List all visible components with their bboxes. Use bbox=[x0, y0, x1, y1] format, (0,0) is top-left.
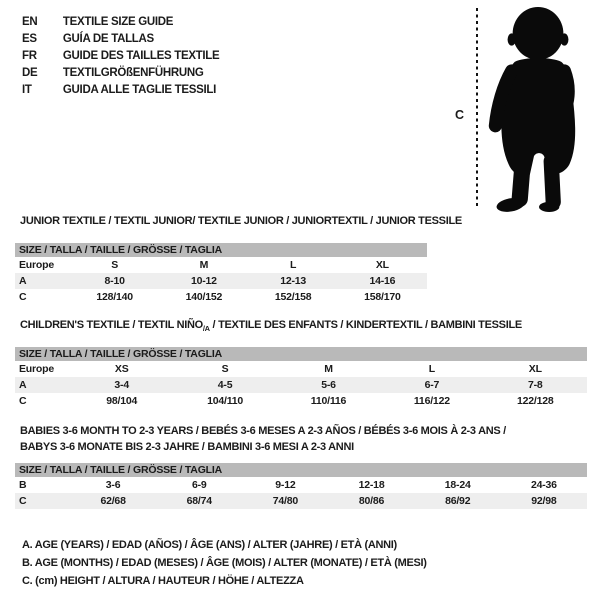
table-cell: 3-6 bbox=[105, 479, 121, 491]
children-table-title bbox=[20, 319, 522, 335]
table-cell: 12-18 bbox=[358, 479, 385, 491]
note-height-cm: C. (cm) HEIGHT / ALTURA / HAUTEUR / HÖHE / ALTEZZA bbox=[22, 575, 304, 587]
table-cell: 110/116 bbox=[310, 395, 347, 407]
language-code: DE bbox=[22, 67, 38, 79]
children-title-part: / TEXTILE DES ENFANTS / KINDERTEXTIL / BAMBINI TESSILE bbox=[209, 319, 522, 331]
table-row bbox=[15, 361, 587, 377]
size-header-bar: SIZE / TALLA / TAILLE / GRÖSSE / TAGLIA bbox=[15, 243, 427, 257]
children-title-sub: /A bbox=[202, 324, 210, 334]
table-row bbox=[15, 347, 587, 361]
size-header-bar: SIZE / TALLA / TAILLE / GRÖSSE / TAGLIA bbox=[15, 463, 587, 477]
table-cell: 74/80 bbox=[242, 493, 328, 509]
language-row bbox=[22, 65, 219, 82]
note-age-months: B. AGE (MONTHS) / EDAD (MESES) / ÂGE (MOIS) / ALTER (MONATE) / ETÀ (MESI) bbox=[22, 557, 427, 569]
table-cell: 86/92 bbox=[415, 493, 501, 509]
language-row bbox=[22, 31, 219, 48]
guide-title: GUIDE DES TAILLES TEXTILE bbox=[62, 50, 220, 62]
table-cell: S bbox=[221, 363, 229, 375]
junior-size-table bbox=[15, 243, 427, 305]
table-cell: 80/86 bbox=[328, 493, 414, 509]
baby-silhouette-icon bbox=[486, 4, 588, 212]
table-cell: 122/128 bbox=[517, 395, 554, 407]
table-cell: 6-7 bbox=[380, 377, 483, 393]
table-cell: S bbox=[111, 259, 119, 271]
table-row bbox=[15, 493, 587, 509]
table-row bbox=[15, 257, 427, 273]
language-code: ES bbox=[22, 33, 37, 45]
height-dashed-line bbox=[476, 8, 478, 209]
table-cell: 4-5 bbox=[173, 377, 276, 393]
table-cell: L bbox=[428, 363, 435, 375]
language-row bbox=[22, 48, 219, 65]
children-size-table bbox=[15, 347, 587, 409]
table-row bbox=[15, 377, 587, 393]
table-cell: 98/104 bbox=[106, 395, 138, 407]
table-row bbox=[15, 463, 587, 477]
table-cell: 7-8 bbox=[484, 377, 587, 393]
guide-title: GUÍA DE TALLAS bbox=[62, 33, 154, 45]
babies-title-line2: BABYS 3-6 MONATE BIS 2-3 JAHRE / BAMBINI 3-6 MESI A 2-3 ANNI bbox=[20, 441, 354, 453]
table-cell: 6-9 bbox=[191, 479, 207, 491]
guide-title: TEXTILGRÖßENFÜHRUNG bbox=[62, 67, 204, 79]
table-row bbox=[15, 393, 587, 409]
language-title-list bbox=[22, 14, 219, 99]
table-cell: 3-4 bbox=[70, 377, 173, 393]
babies-table-title bbox=[20, 423, 506, 455]
table-cell: XS bbox=[114, 363, 129, 375]
table-cell: 140/152 bbox=[185, 291, 223, 303]
size-header-bar: SIZE / TALLA / TAILLE / GRÖSSE / TAGLIA bbox=[15, 347, 587, 361]
table-cell: 8-10 bbox=[70, 273, 159, 289]
row-label: C bbox=[19, 291, 27, 303]
table-cell: XL bbox=[528, 363, 542, 375]
table-cell: 68/74 bbox=[156, 493, 242, 509]
table-cell: M bbox=[324, 363, 333, 375]
row-label: B bbox=[19, 479, 27, 491]
table-row bbox=[15, 289, 427, 305]
table-cell: L bbox=[290, 259, 297, 271]
table-cell: 128/140 bbox=[96, 291, 133, 303]
babies-title-line1: BABIES 3-6 MONTH TO 2-3 YEARS / BEBÉS 3-6 MESES A 2-3 AÑOS / BÉBÉS 3-6 MOIS À 2-3 ANS / bbox=[20, 425, 506, 437]
babies-size-table bbox=[15, 463, 587, 509]
table-cell: XL bbox=[375, 259, 389, 271]
legend-notes bbox=[22, 536, 427, 590]
row-label: C bbox=[15, 493, 70, 509]
table-cell: 24-36 bbox=[530, 479, 557, 491]
language-code: EN bbox=[22, 16, 38, 28]
height-marker-label: C bbox=[455, 108, 464, 122]
note-age-years: A. AGE (YEARS) / EDAD (AÑOS) / ÂGE (ANS) / ALTER (JAHRE) / ETÀ (ANNI) bbox=[22, 539, 397, 551]
language-row bbox=[22, 14, 219, 31]
table-cell: 18-24 bbox=[444, 479, 471, 491]
table-cell: 12-13 bbox=[249, 273, 338, 289]
table-cell: 14-16 bbox=[338, 273, 427, 289]
junior-table-title: JUNIOR TEXTILE / TEXTIL JUNIOR/ TEXTILE JUNIOR / JUNIORTEXTIL / JUNIOR TESSILE bbox=[20, 215, 462, 227]
guide-title: TEXTILE SIZE GUIDE bbox=[62, 16, 174, 28]
row-label: Europe bbox=[19, 259, 54, 271]
table-row bbox=[15, 477, 587, 493]
row-label: C bbox=[19, 395, 27, 407]
table-row bbox=[15, 273, 427, 289]
table-cell: 158/170 bbox=[364, 291, 401, 303]
table-cell: 104/110 bbox=[207, 395, 244, 407]
table-cell: M bbox=[199, 259, 209, 271]
row-label: A bbox=[15, 273, 70, 289]
guide-title: GUIDA ALLE TAGLIE TESSILI bbox=[62, 84, 216, 96]
row-label: Europe bbox=[19, 363, 54, 375]
row-label: A bbox=[15, 377, 70, 393]
table-cell: 9-12 bbox=[275, 479, 296, 491]
language-row bbox=[22, 82, 219, 99]
language-code: FR bbox=[22, 50, 37, 62]
table-cell: 92/98 bbox=[501, 493, 587, 509]
table-cell: 62/68 bbox=[70, 493, 156, 509]
language-code: IT bbox=[22, 84, 32, 96]
table-cell: 116/122 bbox=[413, 395, 450, 407]
children-title-part: CHILDREN'S TEXTILE / TEXTIL NIÑO bbox=[20, 319, 203, 331]
table-cell: 152/158 bbox=[274, 291, 312, 303]
table-cell: 10-12 bbox=[159, 273, 248, 289]
table-row bbox=[15, 243, 427, 257]
table-cell: 5-6 bbox=[277, 377, 380, 393]
